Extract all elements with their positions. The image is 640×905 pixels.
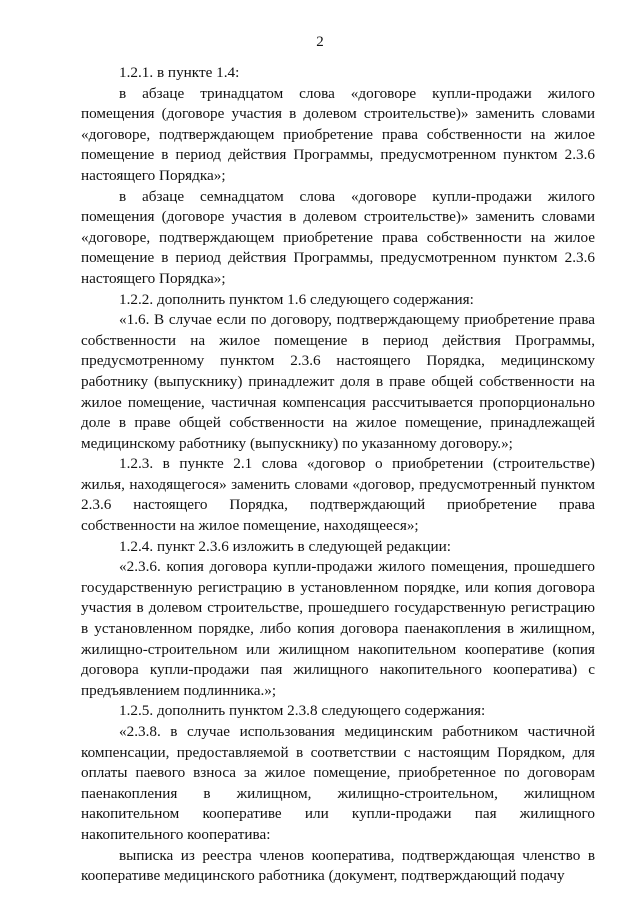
paragraph-1-2-5: 1.2.5. дополнить пунктом 2.3.8 следующего содержания: [119, 702, 486, 720]
paragraph-abzac-13: в абзаце тринадцатом слова «договоре купли-продажи жилого помещения (договоре участия в долевом строительстве)» заменить словами «договоре, подтверждающем приобретение права собственности на жилое помещение в период действия Программы, предусмотренном пунктом 2.3.6 настоящего Порядка»; [81, 84, 595, 184]
paragraph-1-2-1: 1.2.1. в пункте 1.4: [119, 64, 240, 81]
paragraph-vypiska: выписка из реестра членов кооператива, подтверждающая членство в кооперативе медицинского работника (документ, подтверждающий подачу [81, 846, 595, 885]
document-body [81, 63, 595, 887]
paragraph-1-2-2: 1.2.2. дополнить пунктом 1.6 следующего содержания: [119, 290, 474, 308]
paragraph-abzac-17: в абзаце семнадцатом слова «договоре купли-продажи жилого помещения (договоре участия в долевом строительстве)» заменить словами «договоре, подтверждающем приобретение права собственности на жилое помещение в период действия Программы, предусмотренном пунктом 2.3.6 настоящего Порядка»; [81, 187, 595, 287]
paragraph-1-6: «1.6. В случае если по договору, подтверждающему приобретение права собственности на жилое помещение в период действия Программы, предусмотренному пунктом 2.3.6 настоящего Порядка, медицинскому работнику (выпускнику) принадлежит доля в праве общей собственности на жилое помещение, частичная компенсация рассчитывается пропорционально доле в праве общей собственности на жилое помещение, принадлежащей медицинскому работнику (выпускнику) по указанному договору.»; [81, 311, 595, 452]
paragraph-2-3-8: «2.3.8. в случае использования медицинским работником частичной компенсации, предоставляемой в соответствии с настоящим Порядком, для оплаты паевого взноса за жилое помещение, приобретенное по договорам паенакопления в жилищном, жилищно-строительном, жилищном накопительном кооперативе или купли-продажи пая жилищного накопительного кооператива: [81, 723, 595, 843]
page-number: 2 [316, 34, 324, 50]
paragraph-2-3-6: «2.3.6. копия договора купли-продажи жилого помещения, прошедшего государственную регистрацию в установленном порядке, или копия договора участия в долевом строительстве, прошедшего государственную регистрацию в установленном порядке, либо копия договора паенакопления в жилищном, жилищно-строительном или жилищном накопительном кооперативе (копия договора купли-продажи пая жилищного накопительного кооператива) с предъявлением подлинника.»; [81, 558, 595, 699]
paragraph-1-2-4: 1.2.4. пункт 2.3.6 изложить в следующей редакции: [119, 537, 451, 555]
paragraph-1-2-3: 1.2.3. в пункте 2.1 слова «договор о приобретении (строительстве) жилья, находящегося» заменить словами «договор, предусмотренный пунктом 2.3.6 настоящего Порядка, подтверждающий приобретение права собственности на жилое помещение, находящееся»; [81, 455, 595, 535]
